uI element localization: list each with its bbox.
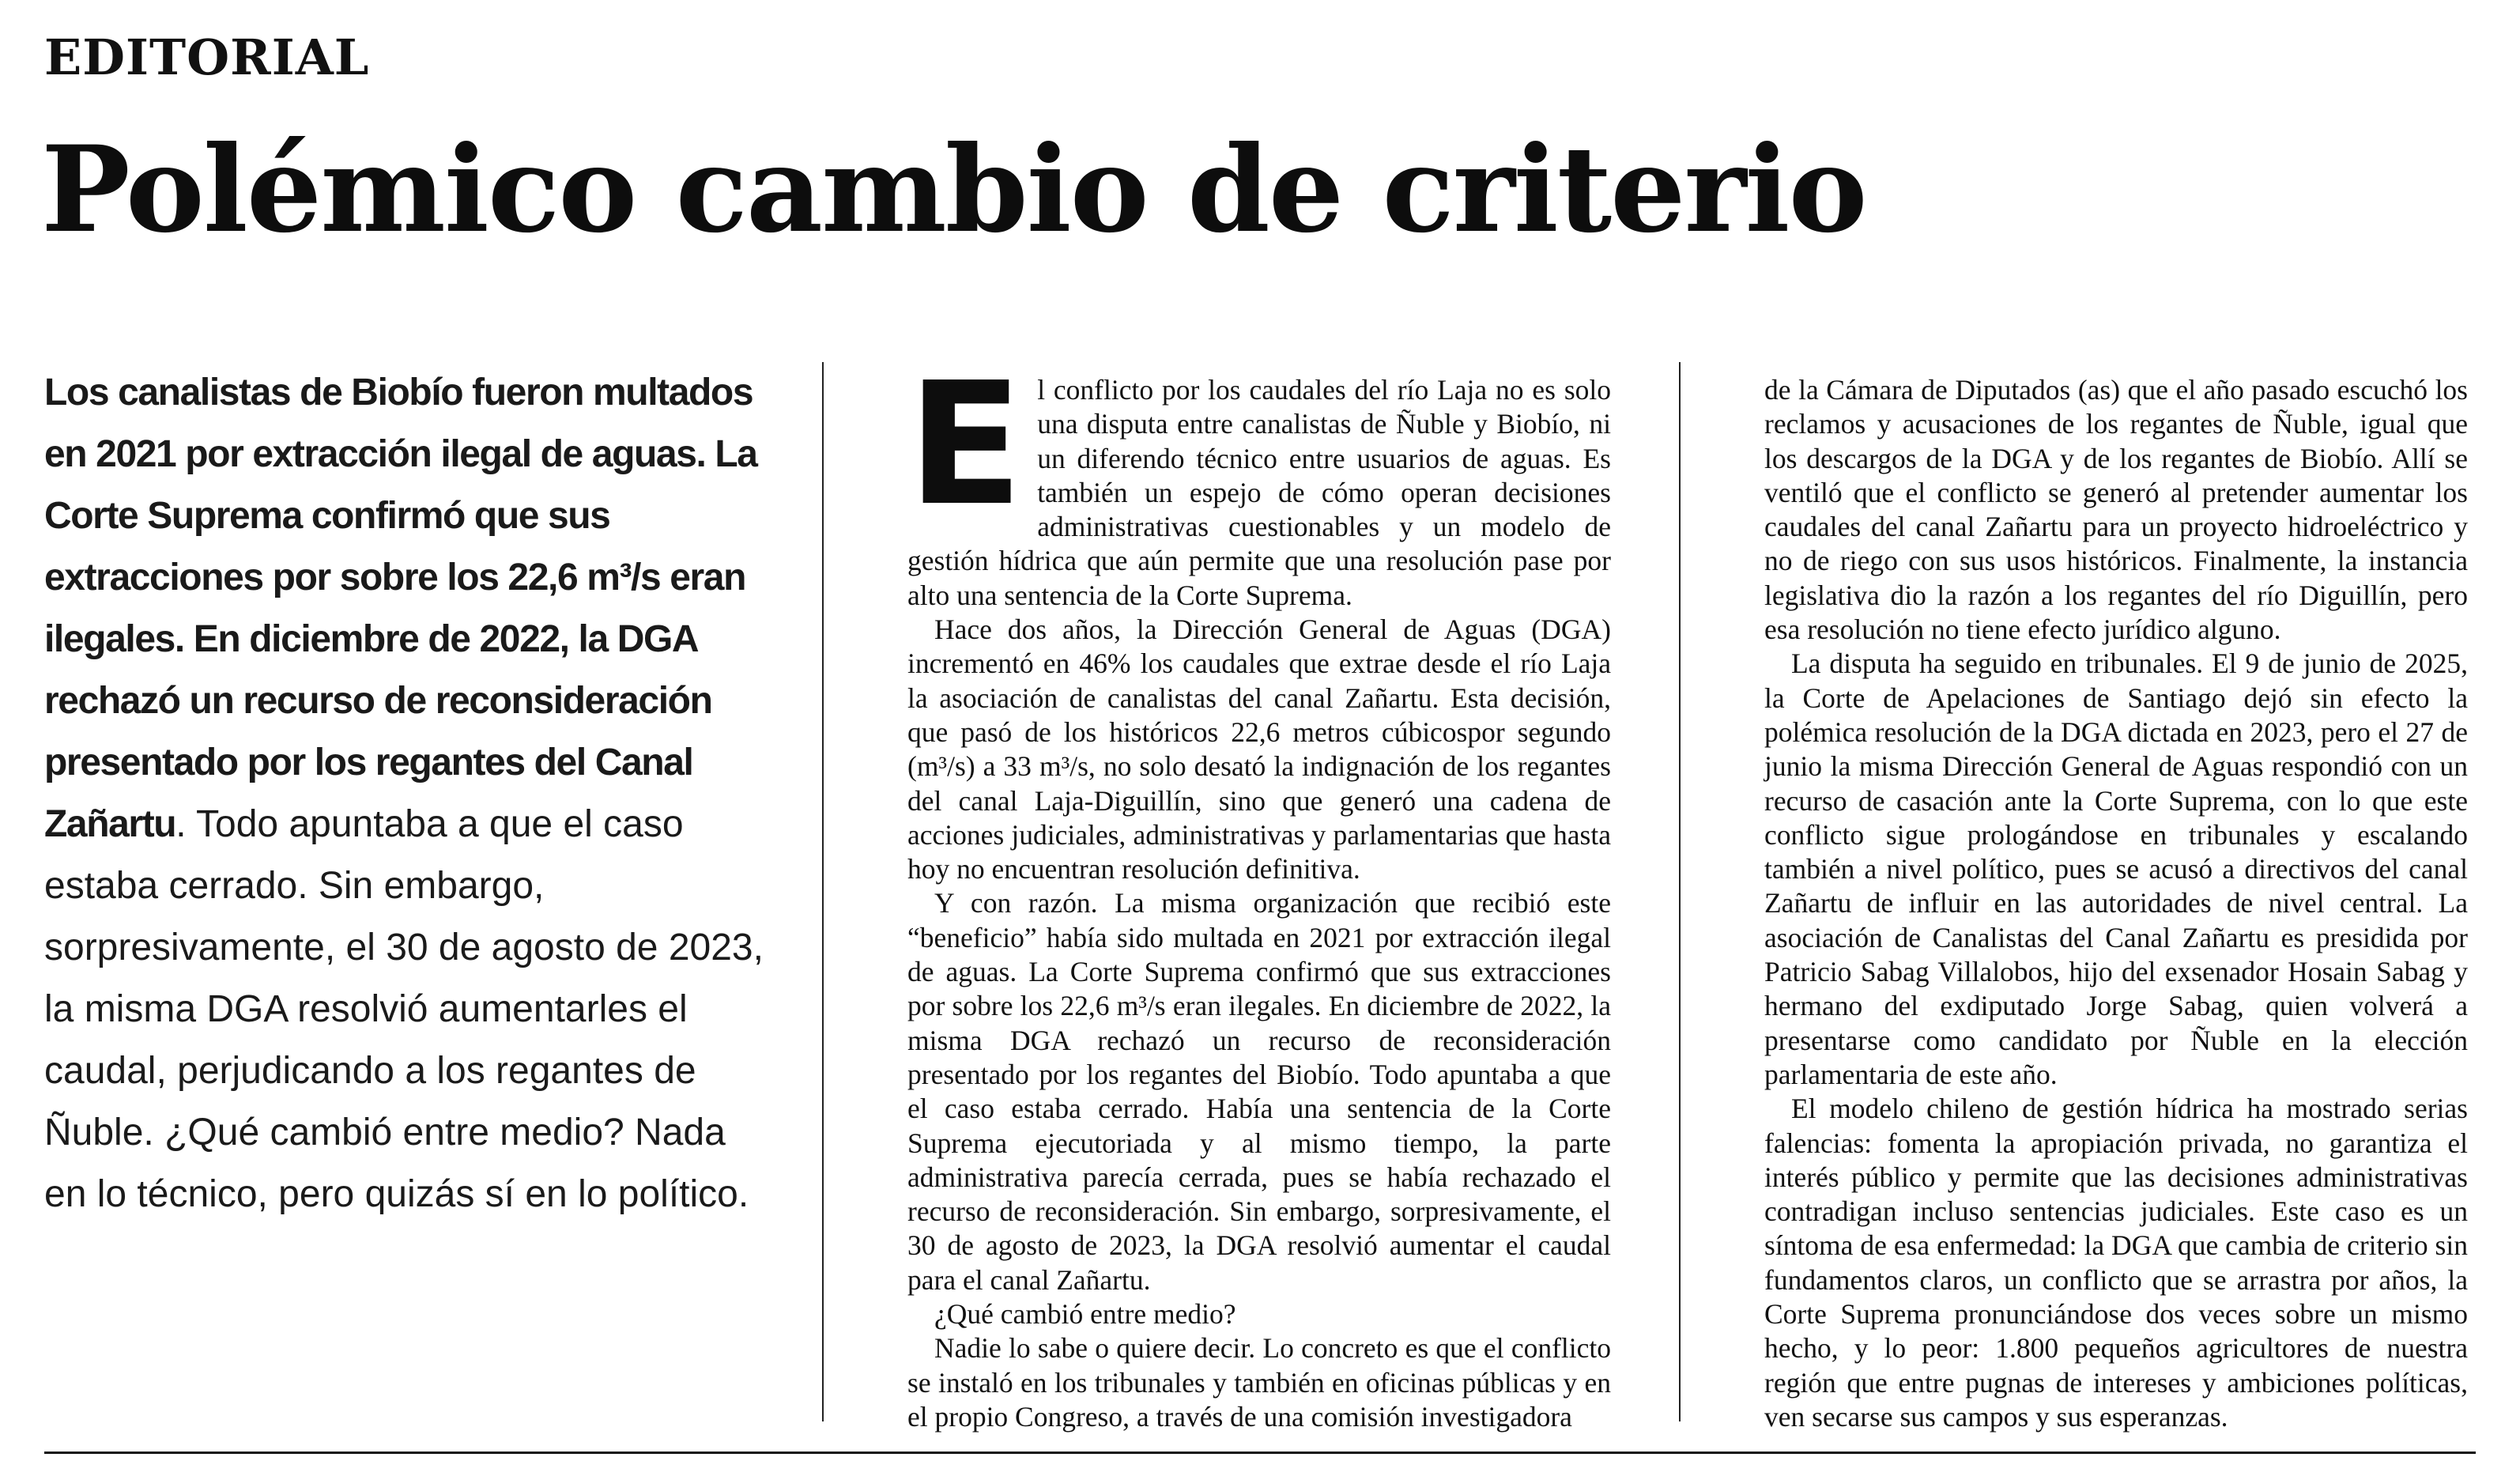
lead-paragraph	[44, 362, 771, 1225]
lead-bold-text: Los canalistas de Biobío fueron multados en 2021 por extracción ilegal de aguas. La Corte Suprema confirmó que sus extracciones por sobre los 22,6 m³/s eran ilegales. En diciembre de 2022, la DGA rechazó un recurso de reconsideración presentado por los regantes del Canal Zañartu	[44, 372, 757, 845]
body-paragraph: La disputa ha seguido en tribunales. El 9 de junio de 2025, la Corte de Apelaciones de Santiago dejó sin efecto la polémica resolución de la DGA dictada en 2023, pero el 27 de junio la misma Dirección General de Aguas respondió con un recurso de casación ante la Corte Suprema, con lo que este conflicto sigue prologándose en tribunales y escalando también a nivel político, pues se acusó a directivos del canal Zañartu de influir en las autoridades de nivel central. La asociación de Canalistas del Canal Zañartu es presidida por Patricio Sabag Villalobos, hijo del exsenador Hosain Sabag y hermano del exdiputado Jorge Sabag, quien volverá a presentarse como candidato por Ñuble en la elección parlamentaria de este año.	[1764, 647, 2468, 1090]
lead-regular-text: . Todo apuntaba a que el caso estaba cerrado. Sin embargo, sorpresivamente, el 30 de agosto de 2023, la misma DGA resolvió aumentarles el caudal, perjudicando a los regantes de Ñuble. ¿Qué cambió entre medio? Nada en lo técnico, pero quizás sí en lo político.	[44, 803, 764, 1215]
body-paragraph: ¿Qué cambió entre medio?	[934, 1298, 1236, 1331]
body-paragraph: de la Cámara de Diputados (as) que el año pasado escuchó los reclamos y acusaciones de los regantes de Ñuble, igual que los descargos de la DGA y de los regantes de Biobío. Allí se ventiló que el conflicto se generó al pretender aumentar los caudales del canal Zañartu para un proyecto hidroeléctrico y no de riego con sus usos históricos. Finalmente, la instancia legislativa dio la razón a los regantes del río Diguillín, pero esa resolución no tiene efecto jurídico alguno.	[1764, 374, 2468, 646]
headline: Polémico cambio de criterio	[41, 120, 1866, 259]
column-divider	[1679, 362, 1681, 1421]
body-paragraph: El modelo chileno de gestión hídrica ha mostrado serias falencias: fomenta la apropiación privada, no garantiza el interés público y permite que las decisiones administrativas contradigan incluso sentencias judiciales. Este caso es un síntoma de esa enfermedad: la DGA que cambia de criterio sin fundamentos claros, un conflicto que se arrastra por años, la Corte Suprema pronunciándose dos veces sobre un mismo hecho, y lo peor: 1.800 pequeños agricultores de nuestra región que entre pugnas de intereses y ambiciones políticas, ven secarse sus campos y sus esperanzas.	[1764, 1093, 2468, 1433]
body-paragraph: Hace dos años, la Dirección General de Aguas (DGA) incrementó en 46% los caudales que extrae desde el río Laja la asociación de canalistas del canal Zañartu. Esta decisión, que pasó de los históricos 22,6 metros cúbicospor segundo (m³/s) a 33 m³/s, no solo desató la indignación de los regantes del canal Laja-Diguillín, sino que generó una cadena de acciones judiciales, administrativas y parlamentarias que hasta hoy no encuentran resolución definitiva.	[907, 613, 1611, 885]
body-column-1	[907, 346, 1611, 1434]
section-label: EDITORIAL	[44, 28, 370, 86]
column-divider	[822, 362, 824, 1421]
body-paragraph: Y con razón. La misma organización que recibió este “beneficio” había sido multada en 2021 por extracción ilegal de aguas. La Corte Suprema confirmó que sus extracciones por sobre los 22,6 m³/s eran ilegales. En diciembre de 2022, la misma DGA rechazó un recurso de reconsideración presentado por los regantes del Biobío. Todo apuntaba a que el caso estaba cerrado. Había una sentencia de la Corte Suprema ejecutoriada y al mismo tiempo, la parte administrativa parecía cerrada, pues se había rechazado el recurso de reconsideración. Sin embargo, sorpresivamente, el 30 de agosto de 2023, la DGA resolvió aumentar el caudal para el canal Zañartu.	[907, 887, 1611, 1296]
body-paragraph: l conflicto por los caudales del río Laja no es solo una disputa entre canalistas de Ñuble y Biobío, ni un diferendo técnico entre usuarios de aguas. Es también un espejo de cómo operan decisiones administrativas cuestionables y un modelo de gestión hídrica que aún permite que una resolución pase por alto una sentencia de la Corte Suprema.	[907, 374, 1611, 611]
body-paragraph: Nadie lo sabe o quiere decir. Lo concreto es que el conflicto se instaló en los tribunales y también en oficinas públicas y en el propio Congreso, a través de una comisión investigadora	[907, 1332, 1611, 1433]
drop-cap: E	[907, 346, 1024, 543]
bottom-rule	[44, 1452, 2476, 1454]
body-column-2	[1764, 373, 2468, 1434]
